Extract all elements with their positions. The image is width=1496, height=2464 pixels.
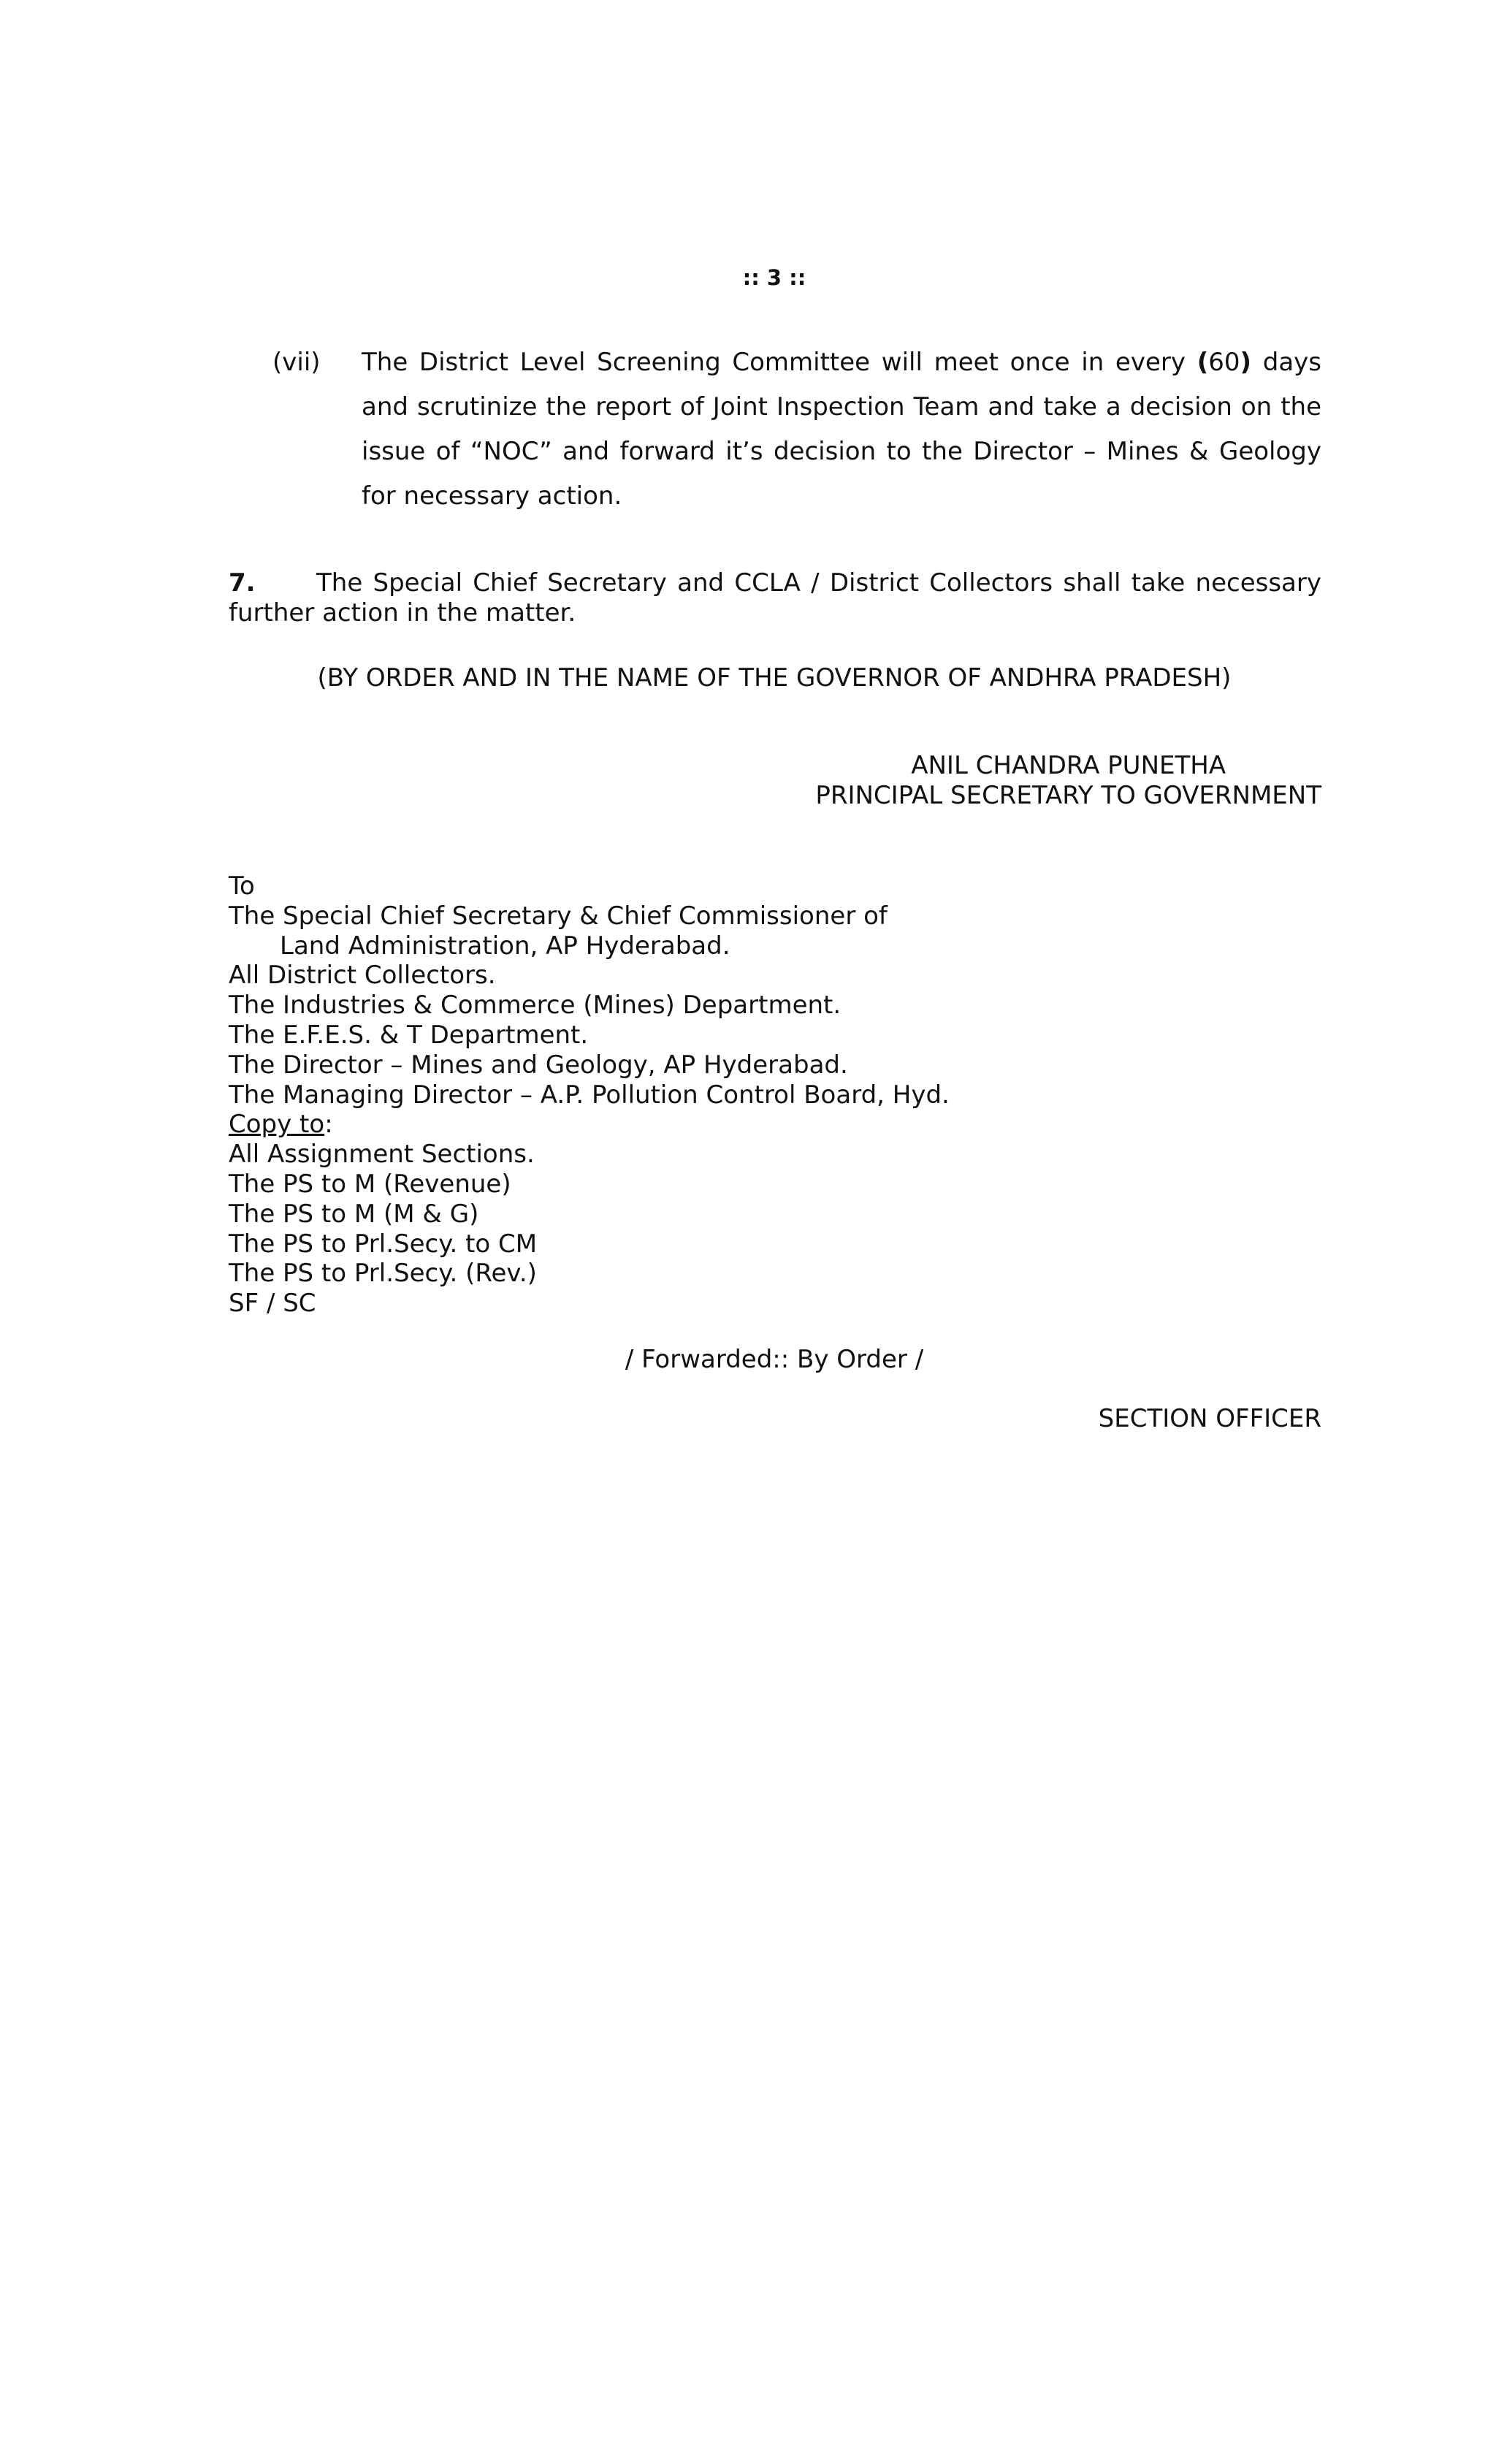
clause-vii	[272, 340, 1321, 519]
recipient: The Director – Mines and Geology, AP Hyderabad.	[229, 1050, 848, 1080]
clause-vii-text-end: days and scrutinize the report of Joint Inspection Team and take a decision on the issue of “NOC” and forward it’s decision to the Director – Mines & Geology for necessary action.	[362, 348, 1321, 511]
clause-vii-label: (vii)	[272, 348, 321, 377]
page-number: :: 3 ::	[742, 265, 806, 290]
by-order-line: (BY ORDER AND IN THE NAME OF THE GOVERNOR OF ANDHRA PRADESH)	[317, 663, 1232, 693]
copy-recipient: The PS to M (Revenue)	[229, 1169, 511, 1199]
copy-recipient: The PS to M (M & G)	[229, 1199, 479, 1229]
clause-vii-text-start: The District Level Screening Committee will meet once in every	[362, 348, 1197, 377]
paragraph-7	[229, 568, 1321, 628]
signatory-designation: PRINCIPAL SECRETARY TO GOVERNMENT	[815, 781, 1321, 810]
signatory-block	[815, 751, 1321, 811]
recipient: The Industries & Commerce (Mines) Department.	[229, 991, 842, 1021]
section-officer: SECTION OFFICER	[1098, 1404, 1321, 1433]
recipient: The E.F.E.S. & T Department.	[229, 1020, 589, 1050]
copy-recipient: The PS to Prl.Secy. (Rev.)	[229, 1259, 537, 1289]
clause-vii-text	[362, 340, 1321, 519]
to-label: To	[229, 871, 255, 901]
recipient: Land Administration, AP Hyderabad.	[280, 931, 730, 961]
copy-recipient: The PS to Prl.Secy. to CM	[229, 1229, 538, 1259]
address-block	[229, 871, 950, 1319]
clause-vii-bold-close: )	[1240, 348, 1252, 377]
copy-recipient: SF / SC	[229, 1289, 316, 1319]
recipient: The Managing Director – A.P. Pollution Control Board, Hyd.	[229, 1080, 950, 1110]
copy-to-colon: :	[324, 1110, 333, 1140]
clause-vii-days-number: 60	[1208, 348, 1240, 377]
copy-recipient: All Assignment Sections.	[229, 1140, 535, 1170]
paragraph-7-text: The Special Chief Secretary and CCLA / District Collectors shall take necessary further action in the matter.	[229, 568, 1321, 628]
recipient: The Special Chief Secretary & Chief Commissioner of	[229, 901, 888, 931]
paragraph-7-number: 7.	[229, 568, 256, 598]
copy-to-label: Copy to	[229, 1110, 325, 1140]
recipient: All District Collectors.	[229, 961, 496, 991]
forwarded-line: / Forwarded:: By Order /	[625, 1345, 924, 1374]
copy-to-heading	[229, 1110, 950, 1140]
clause-vii-bold-open: (	[1197, 348, 1209, 377]
signatory-name: ANIL CHANDRA PUNETHA	[911, 751, 1226, 780]
